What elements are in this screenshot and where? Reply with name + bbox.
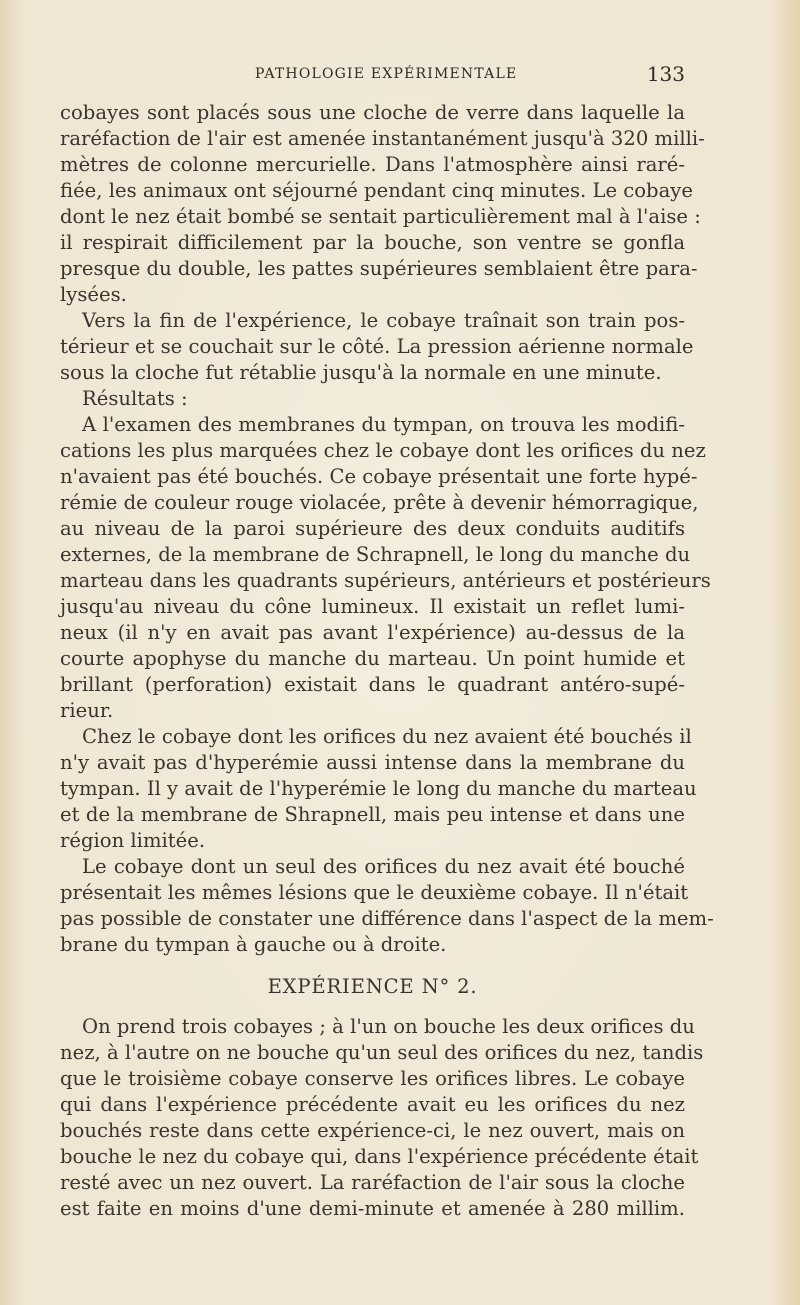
text-line: rieur. (60, 699, 114, 722)
text-line: externes, de la membrane de Schrapnell, le long du manche du (60, 543, 691, 566)
text-line: rémie de couleur rouge violacée, prête à devenir hémorragique, (60, 491, 699, 514)
text-line: fiée, les animaux ont séjourné pendant cinq minutes. Le cobaye (60, 179, 693, 202)
text-line: marteau dans les quadrants supérieurs, antérieurs et postérieurs (60, 569, 711, 592)
text-line: brillant (perforation) existait dans le quadrant antéro-supé- (60, 673, 685, 696)
body-text (60, 100, 714, 1222)
section-heading: EXPÉRIENCE N° 2. (267, 975, 478, 998)
text-line: Le cobaye dont un seul des orifices du nez avait été bouché (82, 855, 685, 878)
text-line: pas possible de constater une différence dans l'aspect de la mem- (60, 907, 714, 930)
text-line: Chez le cobaye dont les orifices du nez avaient été bouchés il (82, 725, 692, 748)
text-line: nez, à l'autre on ne bouche qu'un seul des orifices du nez, tandis (60, 1041, 704, 1064)
text-line: et de la membrane de Shrapnell, mais peu intense et dans une (60, 803, 685, 826)
text-line: qui dans l'expérience précédente avait eu les orifices du nez (60, 1093, 685, 1116)
text-line: raréfaction de l'air est amenée instantanément jusqu'à 320 milli- (60, 127, 705, 150)
text-line: au niveau de la paroi supérieure des deux conduits auditifs (60, 517, 685, 540)
text-line: mètres de colonne mercurielle. Dans l'atmosphère ainsi raré- (60, 153, 685, 176)
text-line: n'y avait pas d'hyperémie aussi intense dans la membrane du (60, 751, 685, 774)
text-line: il respirait difficilement par la bouche, son ventre se gonfla (60, 231, 685, 254)
text-line: courte apophyse du manche du marteau. Un point humide et (60, 647, 685, 670)
text-line: sous la cloche fut rétablie jusqu'à la normale en une minute. (60, 361, 662, 384)
text-line: A l'examen des membranes du tympan, on trouva les modifi- (82, 413, 685, 436)
text-line: jusqu'au niveau du cône lumineux. Il existait un reflet lumi- (60, 595, 685, 618)
text-line: neux (il n'y en avait pas avant l'expérience) au-dessus de la (60, 621, 685, 644)
page-number: 133 (646, 62, 685, 86)
text-line: bouchés reste dans cette expérience-ci, le nez ouvert, mais on (60, 1119, 685, 1142)
text-line: est faite en moins d'une demi-minute et amenée à 280 millim. (60, 1197, 685, 1220)
text-line: Vers la fin de l'expérience, le cobaye traînait son train pos- (82, 309, 685, 332)
text-line: brane du tympan à gauche ou à droite. (60, 933, 447, 956)
text-line: cobayes sont placés sous une cloche de verre dans laquelle la (60, 101, 685, 124)
text-line: On prend trois cobayes ; à l'un on bouche les deux orifices du (82, 1015, 695, 1038)
subheading-results: Résultats : (82, 387, 188, 410)
text-line: bouche le nez du cobaye qui, dans l'expérience précédente était (60, 1145, 699, 1168)
text-line: que le troisième cobaye conserve les orifices libres. Le cobaye (60, 1067, 685, 1090)
text-line: lysées. (60, 283, 127, 306)
page-header (60, 62, 685, 88)
text-line: presque du double, les pattes supérieures semblaient être para- (60, 257, 698, 280)
text-line: n'avaient pas été bouchés. Ce cobaye présentait une forte hypé- (60, 465, 698, 488)
text-line: présentait les mêmes lésions que le deuxième cobaye. Il n'était (60, 881, 689, 904)
text-line: cations les plus marquées chez le cobaye dont les orifices du nez (60, 439, 706, 462)
running-head: PATHOLOGIE EXPÉRIMENTALE (255, 66, 518, 82)
text-line: région limitée. (60, 829, 206, 852)
text-line: resté avec un nez ouvert. La raréfaction de l'air sous la cloche (60, 1171, 685, 1194)
text-line: térieur et se couchait sur le côté. La pression aérienne normale (60, 335, 694, 358)
text-line: tympan. Il y avait de l'hyperémie le long du manche du marteau (60, 777, 697, 800)
text-line: dont le nez était bombé se sentait particulièrement mal à l'aise : (60, 205, 701, 228)
